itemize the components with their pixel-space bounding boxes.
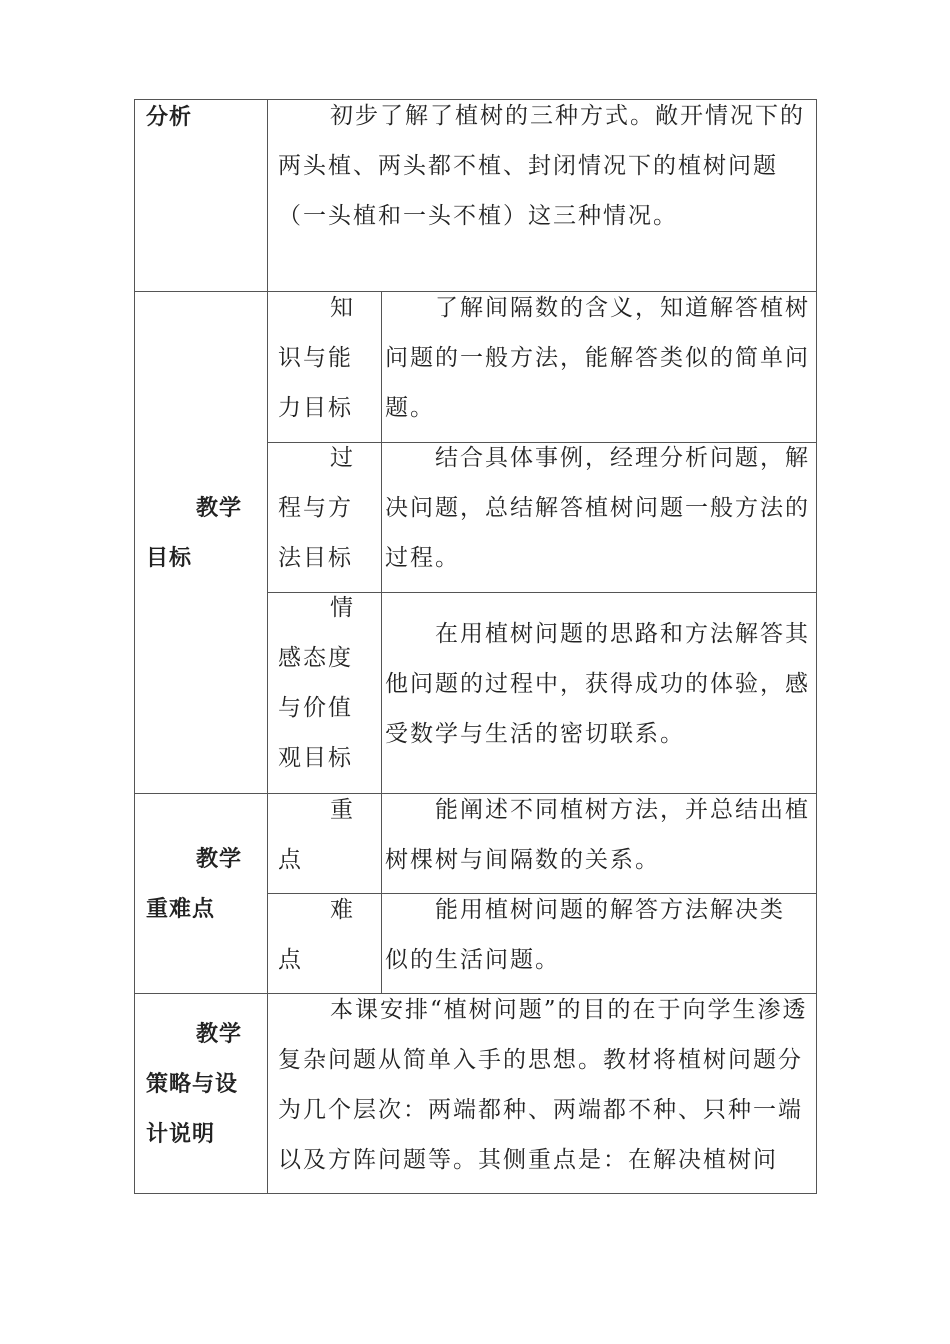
goal-content-process: 结合具体事例，经理分析问题，解决问题，总结解答植树问题一般方法的过程。	[385, 445, 810, 571]
goal-label-process-2: 程与方	[278, 495, 353, 521]
keypoints-header-line1: 教学	[196, 847, 243, 872]
strategy-header-line3: 计说明	[146, 1122, 216, 1147]
table-border-bottom	[134, 1193, 817, 1194]
strategy-body: 本课安排“植树问题”的目的在于向学生渗透复杂问题从简单入手的思想。教材将植树问题分为几个层次：两端都种、两端都不种、只种一端以及方阵问题等。其侧重点是：在解决植树问	[278, 997, 808, 1173]
goal-label-knowledge-2: 识与能	[278, 345, 353, 371]
keypoint-label-key-1: 重	[330, 797, 355, 823]
goal-label-process-1: 过	[330, 445, 355, 471]
analysis-body: 初步了解了植树的三种方式。敞开情况下的两头植、两头都不植、封闭情况下的植树问题（一头植和一头不植）这三种情况。	[278, 103, 805, 229]
strategy-header-line2: 策略与设	[146, 1072, 239, 1097]
analysis-header: 分析	[146, 105, 193, 130]
table-border-left	[134, 99, 135, 1194]
keypoint-label-key-2: 点	[278, 847, 303, 873]
keypoint-label-difficult-2: 点	[278, 947, 303, 973]
goal-label-emotion-4: 观目标	[278, 745, 353, 771]
keypoint-label-difficult-1: 难	[330, 897, 355, 923]
goal-content-emotion: 在用植树问题的思路和方法解答其他问题的过程中，获得成功的体验，感受数学与生活的密切联系。	[385, 621, 810, 747]
table-border-right	[816, 99, 817, 1194]
goal-label-emotion-2: 感态度	[278, 645, 353, 671]
goal-label-knowledge-1: 知	[330, 295, 355, 321]
keypoint-content-difficult: 能用植树问题的解答方法解决类似的生活问题。	[385, 897, 785, 973]
goal-label-emotion-3: 与价值	[278, 695, 353, 721]
keypoints-header-line2: 重难点	[146, 897, 216, 922]
goal-label-process-3: 法目标	[278, 545, 353, 571]
goal-label-knowledge-3: 力目标	[278, 395, 353, 421]
goals-header-line1: 教学	[196, 496, 243, 521]
goal-label-emotion-1: 情	[330, 595, 355, 621]
goals-header-line2: 目标	[146, 546, 193, 571]
column-divider-sub	[381, 291, 382, 994]
column-divider-main	[267, 99, 268, 1194]
strategy-header-line1: 教学	[196, 1022, 243, 1047]
goal-content-knowledge: 了解间隔数的含义，知道解答植树问题的一般方法，能解答类似的简单问题。	[385, 295, 810, 421]
keypoint-content-key: 能阐述不同植树方法，并总结出植树棵树与间隔数的关系。	[385, 797, 810, 873]
